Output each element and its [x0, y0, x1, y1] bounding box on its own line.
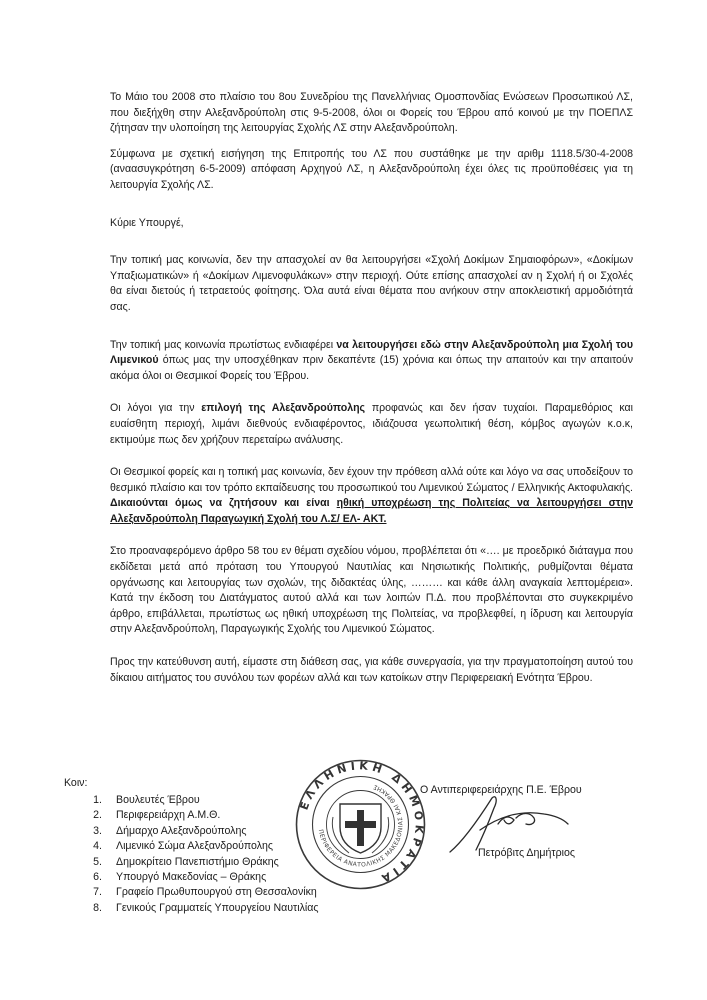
- paragraph-3: Την τοπική μας κοινωνία, δεν την απασχολεί αν θα λειτουργήσει «Σχολή Δοκίμων Σημαιοφόρων», «Δοκίμων Υπαξιωματικών» ή «Δοκίμων Λιμενοφυλάκων» στην περιοχή. Ούτε επίσης απασχολεί αν η Σχολή ή οι Σχολές θα είναι διετούς ή τετραετούς φοίτησης. Όλα αυτά είναι θέματα που ανήκουν στην αποκλειστική αρμοδιότητά σας.: [110, 254, 633, 313]
- paragraph-2: Σύμφωνα με σχετική εισήγηση της Επιτροπής του ΛΣ που συστάθηκε με την αριθμ 1118.5/30-4-2008 (αναασυγκρότηση 6-5-2009) απόφαση Αρχηγού ΛΣ, η Αλεξανδρούπολη έχει όλες τις προϋποθέσεις για τη λειτουργία Σχολής ΛΣ.: [110, 147, 633, 191]
- salutation: Κύριε Υπουργέ,: [110, 216, 184, 229]
- paragraph-1: Το Μάιο του 2008 στο πλαίσιο του 8ου Συνεδρίου της Πανελλήνιας Ομοσπονδίας Ενώσεων Προσωπικού ΛΣ, που διεξήχθη στην Αλεξανδρούπολη στις 9-5-2008, όλοι οι Φορείς του Έβρου από κοινού με την ΠΟΕΠΛΣ ζήτησαν την υλοποίηση της λειτουργίας Σχολής ΛΣ στην Αλεξανδρούπολη.: [110, 91, 633, 135]
- paragraph-8: Προς την κατεύθυνση αυτή, είμαστε στη διάθεση σας, για κάθε συνεργασία, για την πραγματοποίηση αυτού του δίκαιου αιτήματος του συνόλου των φορέων αλλά και των κατοίκων στην Περιφερειακή Ενότητα Έβρου.: [110, 656, 633, 684]
- letter-body: [110, 90, 633, 686]
- paragraph-6: Οι Θεσμικοί φορείς και η τοπική μας κοινωνία, δεν έχουν την πρόθεση αλλά ούτε και λόγο να σας υποδείξουν το θεσμικό πλαίσιο και τον τρόπο εκπαίδευσης του προσωπικού του Λιμενικού Σώματος / Ελληνικής Ακτοφυλακής. Δικαιούνται όμως να ζητήσουν και είναι ηθική υποχρέωση της Πολιτείας να λειτουργήσει στην Αλεξανδρούπολη Παραγωγική Σχολή του Λ.Σ/ ΕΛ- ΑΚΤ.: [110, 466, 633, 525]
- list-item: 2. Περιφερειάρχη Α.Μ.Θ.: [93, 809, 221, 822]
- list-item: 8. Γενικούς Γραμματείς Υπουργείου Ναυτιλίας: [93, 901, 319, 914]
- signatory-name: Πετρόβιτς Δημήτριος: [478, 847, 575, 859]
- signatory-title: Ο Αντιπεριφερειάρχης Π.Ε. Έβρου: [420, 784, 582, 796]
- cc-title: Κοιν:: [64, 777, 88, 789]
- coat-of-arms-icon: [332, 804, 388, 853]
- list-item: 7. Γραφείο Πρωθυπουργού στη Θεσσαλονίκη: [93, 886, 317, 899]
- seal-inner-text: ΠΕΡΙΦΕΡΕΙΑ ΑΝΑΤΟΛΙΚΗΣ ΜΑΚΕΔΟΝΙΑΣ ΚΑΙ ΘΡΑΚΗΣ: [316, 782, 405, 869]
- list-item: 1. Βουλευτές Έβρου: [93, 794, 200, 806]
- list-item: 3. Δήμαρχο Αλεξανδρούπολης: [93, 824, 247, 837]
- list-item: 4. Λιμενικό Σώμα Αλεξανδρούπολης: [93, 840, 274, 853]
- seal-outer-text: ΕΛΛΗΝΙΚΗ ΔΗΜΟΚΡΑΤΙΑ: [297, 759, 426, 887]
- paragraph-4: Την τοπική μας κοινωνία πρωτίστως ενδιαφέρει να λειτουργήσει εδώ στην Αλεξανδρούπολη μια Σχολή του Λιμενικού όπως μας την υποσχέθηκαν πριν δεκαπέντε (15) χρόνια και όπως την απαιτούν και την απαιτούν ακόμα όλοι οι Θεσμικοί Φορείς του Έβρου.: [110, 338, 633, 382]
- paragraph-7: Στο προαναφερόμενο άρθρο 58 του εν θέματι σχεδίου νόμου, προβλέπεται ότι «…. με προεδρικό διάταγμα που εκδίδεται μετά από πρόταση του Υπουργού Ναυτιλίας και Νησιωτικής Πολιτικής, ρυθμίζονται θέματα οργάνωσης και λειτουργίας των σχολών, της διδακτέας ύλης, ……… και κάθε άλλη αναγκαία λεπτομέρεια». Κατά την έκδοση του Διατάγματος αυτού αλλά και των λοιπών Π.Δ. που προβλέπονται στο συγκεκριμένο άρθρο, επιβάλλεται, πρωτίστως ως ηθική υποχρέωση της Πολιτείας, να προβλεφθεί, η ίδρυση και λειτουργία στην Αλεξανδρούπολη, Παραγωγικής Σχολής του Λιμενικού Σώματος.: [110, 545, 633, 636]
- paragraph-5: Οι λόγοι για την επιλογή της Αλεξανδρούπολης προφανώς και δεν ήσαν τυχαίοι. Παραμεθόριος και ευαίσθητη περιοχή, λιμάνι διεθνούς ενδιαφέροντος, ιδιάζουσα γεωπολιτική θέση, κόμβος αγωγών κ.ο.κ, εκτιμούμε πως δεν χρήζουν περεταίρω ανάλυσης.: [110, 402, 634, 446]
- list-item: 6. Υπουργό Μακεδονίας – Θράκης: [93, 871, 267, 884]
- list-item: 5. Δημοκρίτειο Πανεπιστήμιο Θράκης: [93, 855, 279, 868]
- cc-list: [76, 793, 318, 916]
